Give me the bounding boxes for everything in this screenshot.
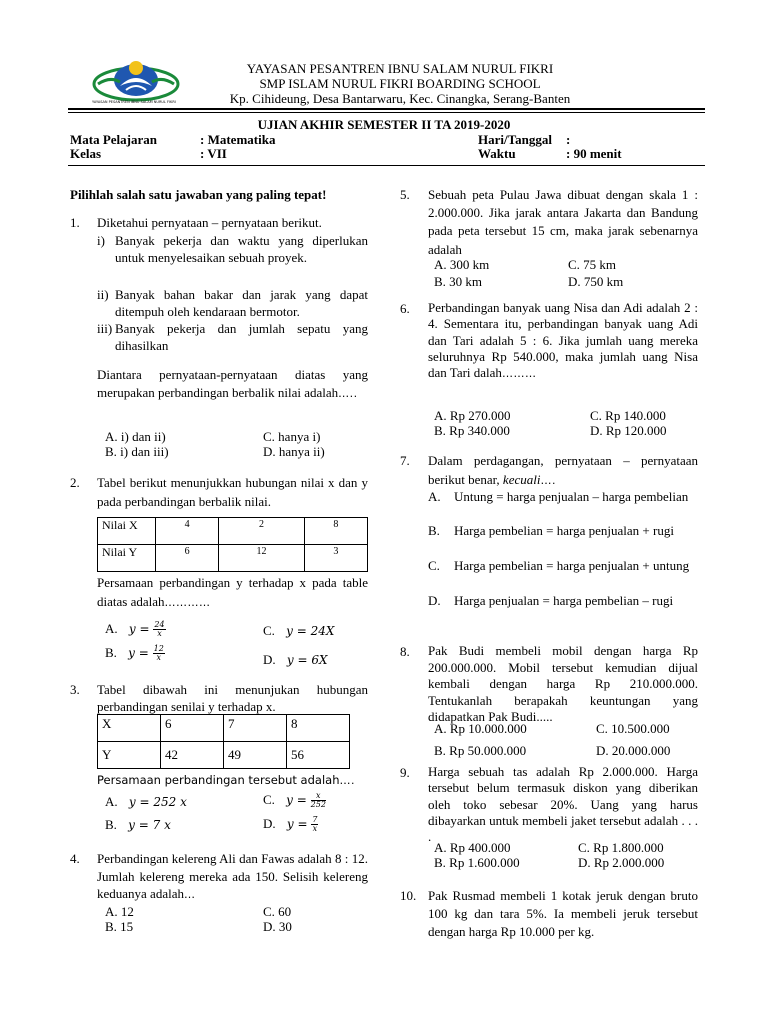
denominator: x — [312, 824, 318, 833]
table-cell: 8 — [287, 715, 350, 742]
question-number: 5. — [400, 187, 410, 202]
exam-title: UJIAN AKHIR SEMESTER II TA 2019-2020 — [257, 117, 511, 132]
option-d[interactable] — [263, 815, 318, 833]
table-cell: 12 — [219, 545, 305, 572]
question-stem: Tabel dibawah ini menunjukan hubungan perbandingan senilai y terhadap x. — [97, 682, 368, 715]
question-2 — [70, 474, 370, 674]
question-7 — [400, 452, 700, 632]
equation: y = 24X — [286, 624, 335, 638]
option-b[interactable]: B. Rp 1.600.000 — [434, 855, 520, 870]
option-b[interactable]: B. Rp 340.000 — [434, 423, 510, 438]
day-value: : — [566, 132, 571, 147]
fraction — [153, 645, 165, 663]
option-b-label[interactable]: B. — [428, 523, 440, 538]
numerator: 12 — [153, 643, 164, 653]
option-a[interactable]: Untung = harga penjualan – harga pembelian — [454, 489, 689, 504]
question-prompt — [97, 773, 368, 789]
subject-label: Mata Pelajaran — [70, 132, 158, 147]
table-cell: 49 — [224, 742, 287, 769]
option-a[interactable]: A. Rp 400.000 — [434, 840, 511, 855]
table-cell: 4 — [156, 518, 219, 545]
option-label: A. — [105, 621, 118, 636]
table-row — [98, 715, 350, 742]
option-a[interactable]: A. Rp 270.000 — [434, 408, 511, 423]
table-cell: 56 — [287, 742, 350, 769]
question-stem: Tabel berikut menunjukkan hubungan nilai x dan y pada perbandingan berbalik nilai. — [97, 475, 368, 509]
option-d[interactable]: D. 750 km — [568, 274, 624, 289]
table-row — [98, 518, 368, 545]
class-label: Kelas — [70, 146, 102, 161]
equation — [128, 643, 165, 662]
blank-dots: ….. — [338, 387, 358, 401]
instruction: Pilihlah salah satu jawaban yang paling tepat! — [70, 187, 327, 202]
statement-number: ii) — [97, 287, 109, 302]
school-address: Kp. Cihideung, Desa Bantarwaru, Kec. Cinangka, Serang-Banten — [229, 91, 571, 106]
table-row — [98, 545, 368, 572]
question-prompt — [97, 366, 368, 402]
option-a[interactable] — [105, 793, 187, 811]
table-cell: X — [98, 715, 161, 742]
subject-value: : Matematika — [200, 132, 276, 147]
option-a[interactable]: A. Rp 10.000.000 — [434, 721, 527, 736]
table-cell: 8 — [304, 518, 367, 545]
numerator: 24 — [154, 619, 165, 629]
option-c[interactable] — [263, 622, 334, 640]
question-number: 7. — [400, 453, 410, 468]
option-b[interactable]: B. Rp 50.000.000 — [434, 743, 527, 758]
option-d-label[interactable]: D. — [428, 593, 441, 608]
numerator: 7 — [312, 814, 318, 824]
option-label: C. — [263, 623, 275, 638]
option-label: C. — [263, 792, 275, 807]
option-c[interactable]: C. Rp 140.000 — [590, 408, 666, 423]
denominator: x — [157, 629, 162, 638]
table-cell: 3 — [304, 545, 367, 572]
question-1 — [70, 214, 370, 464]
numerator: x — [311, 792, 326, 801]
equation: y = 252 x — [128, 795, 187, 809]
option-b[interactable]: B. i) dan iii) — [105, 444, 169, 459]
question-stem: Diketahui pernyataan – pernyataan berikut. — [97, 215, 322, 230]
option-label: D. — [263, 816, 276, 831]
blank-dots: ………… — [164, 595, 211, 609]
equation: y = 7 x — [128, 818, 171, 832]
equation: y = 6X — [286, 653, 328, 667]
option-b[interactable]: B. 15 — [105, 919, 134, 934]
question-5 — [400, 186, 700, 296]
option-c[interactable]: Harga pembelian = harga penjualan + untung — [454, 558, 690, 573]
option-d[interactable]: Harga penjualan = harga pembelian – rugi — [454, 593, 674, 608]
option-a-label[interactable]: A. — [428, 489, 441, 504]
option-d[interactable]: D. 30 — [263, 919, 292, 934]
option-label: A. — [105, 794, 118, 809]
equation-lhs: y = — [128, 646, 149, 660]
option-c[interactable]: C. 10.500.000 — [596, 721, 670, 736]
question-stem: Harga sebuah tas adalah Rp 2.000.000. Harga tersebut belum termasuk diskon yang diberikan oleh toko sebesar 20%. Uang yang harus dibayarkan untuk membeli jaket tersebut adalah . . . . — [428, 764, 698, 844]
blank-dots: ……… — [501, 367, 537, 380]
option-c[interactable]: C. Rp 1.800.000 — [578, 840, 664, 855]
school-name: SMP ISLAM NURUL FIKRI BOARDING SCHOOL — [259, 76, 541, 91]
blank-dots: …. — [540, 473, 556, 487]
statement-ii: Banyak bahan bakar dan jarak yang dapat ditempuh oleh kendaraan bermotor. — [115, 287, 368, 320]
question-number: 2. — [70, 475, 80, 490]
table-cell: 6 — [161, 715, 224, 742]
option-d[interactable] — [263, 651, 328, 669]
table-cell: 42 — [161, 742, 224, 769]
option-a[interactable]: A. i) dan ii) — [105, 429, 166, 444]
equation-lhs: y = — [286, 793, 307, 807]
option-d[interactable]: D. hanya ii) — [263, 444, 325, 459]
option-a[interactable]: A. 300 km — [434, 257, 490, 272]
data-table — [97, 517, 368, 572]
day-label: Hari/Tanggal — [478, 132, 552, 147]
question-stem: Pak Budi membeli mobil dengan harga Rp 200.000.000. Mobil tersebut kemudian dijual kembali dengan harga Rp 210.000.000. Tentukanlah berapakah keuntungan yang didapatkan Pak Budi..... — [428, 643, 698, 724]
fraction — [311, 792, 326, 810]
table-cell: Y — [98, 742, 161, 769]
table-cell: Nilai Y — [98, 545, 156, 572]
option-c[interactable] — [263, 791, 326, 809]
question-number: 4. — [70, 851, 80, 866]
question-number: 6. — [400, 301, 410, 316]
foundation-name: YAYASAN PESANTREN IBNU SALAM NURUL FIKRI — [246, 61, 554, 76]
question-stem — [428, 452, 698, 490]
stem-text: Perbandingan banyak uang Nisa dan Adi adalah 2 : 4. Sementara itu, perbandingan banyak uang Adi dan Tari adalah 5 : 6. Jika jumlah uang mereka seluruhnya Rp 540.000, maka jumlah uang Nisa dan Tari dalah — [428, 300, 698, 380]
time-value: : 90 menit — [566, 146, 622, 161]
question-8 — [400, 643, 700, 758]
question-10 — [400, 887, 700, 947]
fraction — [153, 621, 165, 639]
statement-i: Banyak pekerja dan waktu yang diperlukan untuk menyelesaikan sebuah proyek. — [115, 233, 368, 266]
statement-number: iii) — [97, 321, 113, 336]
table-row — [98, 742, 350, 769]
question-stem — [97, 850, 368, 903]
blank-dots: …. — [339, 774, 355, 787]
class-value: : VII — [200, 146, 227, 161]
option-b[interactable]: B. 30 km — [434, 274, 483, 289]
question-number: 8. — [400, 644, 410, 659]
data-table — [97, 714, 350, 769]
option-b[interactable]: Harga pembelian = harga penjualan + rugi — [454, 523, 674, 538]
header-divider-thin — [68, 112, 705, 113]
prompt-text: Persamaan perbandingan tersebut adalah — [97, 773, 340, 787]
option-label: B. — [105, 817, 117, 832]
table-cell: 7 — [224, 715, 287, 742]
stem-text: Perbandingan kelereng Ali dan Fawas adalah 8 : 12. Jumlah kelereng mereka ada 150. Selisih kelereng keduanya adalah — [97, 851, 368, 902]
prompt-text: Diantara pernyataan-pernyataan diatas yang merupakan perbandingan berbalik nilai adalah — [97, 367, 368, 401]
question-number: 1. — [70, 215, 80, 230]
emphasis: kecuali — [502, 471, 541, 487]
statement-iii: Banyak pekerja dan jumlah sepatu yang dihasilkan — [115, 321, 368, 354]
question-9 — [400, 764, 700, 874]
table-cell: Nilai X — [98, 518, 156, 545]
question-number: 3. — [70, 682, 80, 697]
option-b[interactable] — [105, 816, 171, 834]
question-6 — [400, 300, 700, 440]
option-a[interactable] — [105, 620, 166, 638]
option-c[interactable]: C. 60 — [263, 904, 292, 919]
meta-divider — [68, 165, 705, 166]
blank-dots: … — [183, 888, 196, 902]
option-d[interactable]: D. 20.000.000 — [596, 743, 671, 758]
equation — [286, 814, 319, 833]
question-stem: Sebuah peta Pulau Jawa dibuat dengan skala 1 : 2.000.000. Jika jarak antara Jakarta dan Bandung pada peta tersebut 15 cm, maka jarak sebenarnya adalah — [428, 187, 698, 257]
question-prompt — [97, 574, 368, 612]
question-stem: Pak Rusmad membeli 1 kotak jeruk dengan bruto 100 kg dan tara 5%. Ia membeli jeruk tersebut dengan harga Rp 10.000 per kg. — [428, 888, 698, 940]
equation — [286, 790, 326, 809]
question-stem — [428, 300, 698, 381]
option-c[interactable]: C. hanya i) — [263, 429, 321, 444]
equation — [128, 619, 166, 638]
option-c[interactable]: C. 75 km — [568, 257, 617, 272]
question-3 — [70, 681, 370, 841]
logo-caption: YAYASAN PESANTREN IBNU SALAM NURUL FIKRI — [92, 100, 176, 104]
equation-lhs: y = — [286, 817, 308, 831]
statement-number: i) — [97, 233, 105, 248]
question-4 — [70, 850, 370, 940]
time-label: Waktu — [478, 146, 516, 161]
option-label: B. — [105, 645, 117, 660]
option-c-label[interactable]: C. — [428, 558, 440, 573]
prompt-text: Persamaan perbandingan y terhadap x pada table diatas adalah — [97, 575, 368, 609]
denominator: x — [156, 653, 161, 662]
option-d[interactable]: D. Rp 2.000.000 — [578, 855, 665, 870]
denominator: 252 — [310, 800, 326, 809]
option-d[interactable]: D. Rp 120.000 — [590, 423, 667, 438]
option-b[interactable] — [105, 644, 165, 662]
option-label: D. — [263, 652, 276, 667]
table-cell: 6 — [156, 545, 219, 572]
fraction — [311, 816, 318, 834]
question-number: 10. — [400, 888, 417, 903]
table-cell: 2 — [219, 518, 305, 545]
option-a[interactable]: A. 12 — [105, 904, 134, 919]
equation-lhs: y = — [128, 622, 150, 636]
header-divider-thick — [68, 108, 705, 110]
question-number: 9. — [400, 765, 410, 780]
stem-text: Dalam perdagangan, pernyataan – pernyataan berikut benar, — [428, 453, 698, 487]
